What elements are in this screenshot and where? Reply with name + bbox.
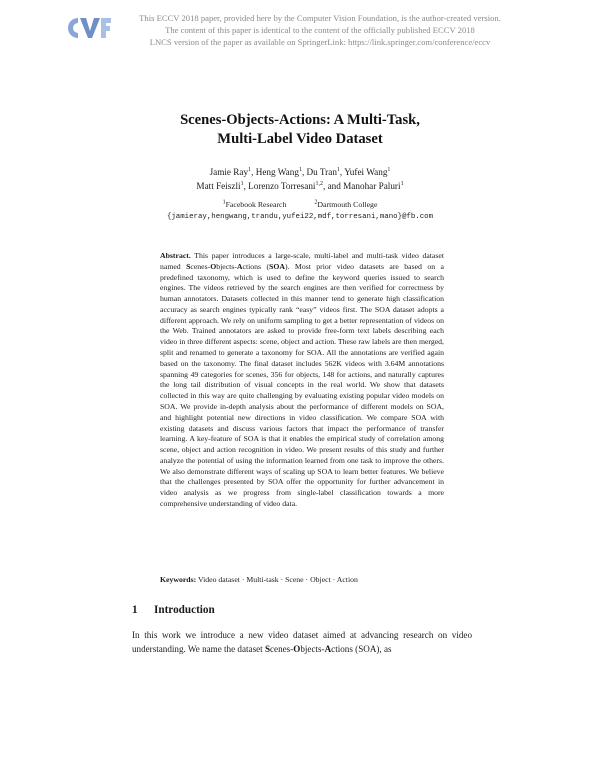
author-sup: 1 bbox=[248, 166, 252, 173]
banner-line: This ECCV 2018 paper, provided here by the Computer Vision Foundation, is the author-created version. bbox=[139, 13, 501, 23]
affiliation-sup: 2 bbox=[314, 199, 318, 206]
keywords-list: Video dataset · Multi-task · Scene · Object · Action bbox=[197, 575, 358, 584]
author-line: Jamie Ray$^1$, Heng Wang$^1$, Du Tran$^1$, Yufei Wang$^1$ bbox=[209, 166, 391, 177]
author-name: Lorenzo Torresani bbox=[248, 181, 316, 191]
section-title: Introduction bbox=[154, 604, 215, 616]
author-sup: 1 bbox=[240, 180, 244, 187]
abstract-text: This paper introduces a large-scale, multi-label and multi-task video dataset named bbox=[160, 251, 444, 271]
author-name: Yufei Wang bbox=[344, 167, 388, 177]
author-line: Matt Feiszli$^1$, Lorenzo Torresani$^{1,2}$, and Manohar Paluri$^1$ bbox=[196, 180, 404, 191]
author-list bbox=[100, 165, 500, 193]
author-sup: 1,2 bbox=[315, 180, 323, 187]
intro-text: In this work we introduce a new video dataset aimed at advancing research on video understanding. We name the dataset bbox=[132, 630, 472, 654]
affiliation-sup: 1 bbox=[222, 199, 226, 206]
affiliations bbox=[100, 199, 500, 223]
intro-paragraph bbox=[132, 628, 472, 656]
dataset-name: Scenes-Objects-Actions bbox=[186, 261, 262, 271]
author-sup: 1 bbox=[298, 166, 302, 173]
dataset-acronym: SOA bbox=[269, 261, 285, 271]
author-emails: {jamieray,hengwang,trandu,yufei22,mdf,torresani,mano}@fb.com bbox=[166, 213, 434, 221]
copyright-banner bbox=[110, 12, 530, 48]
section-number: 1 bbox=[132, 604, 138, 616]
author-name: Jamie Ray bbox=[209, 167, 249, 177]
dataset-name: Scenes-Objects-Actions bbox=[264, 644, 353, 654]
keywords bbox=[160, 574, 444, 585]
abstract-label: Abstract. bbox=[160, 251, 191, 260]
author-conjunction: and bbox=[327, 181, 341, 191]
affiliation-name: Facebook Research bbox=[225, 200, 287, 209]
keywords-label: Keywords: bbox=[160, 575, 197, 584]
author-sup: 1 bbox=[336, 166, 340, 173]
banner-line: The content of this paper is identical to the content of the officially published ECCV 2018 bbox=[165, 25, 475, 35]
abstract-text: ( bbox=[261, 261, 270, 271]
title-line: Multi-Label Video Dataset bbox=[217, 130, 383, 147]
author-name: Manohar Paluri bbox=[343, 181, 401, 191]
cvf-logo-v-shape bbox=[80, 18, 100, 38]
author-sup: 1 bbox=[400, 180, 404, 187]
paper-title bbox=[100, 111, 500, 148]
cvf-logo-text: CVF bbox=[89, 41, 91, 42]
author-name: Du Tran bbox=[306, 167, 337, 177]
abstract-text: ). Most prior video datasets are based on a predefined taxonomy, which is used to define the keyword queries issued to search engines. The videos retrieved by the search engines are then verified for correctness by human annotators. Datasets collected in this manner tend to generate high classification accuracy as search engines typically rank “easy” videos first. The SOA dataset adopts a different approach. We rely on uniform sampling to get a better representation of videos on the Web. Trained annotators are asked to provide free-form text labels describing each video in three different aspects: scene, object and action. These raw labels are then merged, split and renamed to generate a taxonomy for SOA. All the annotations are verified again based on the taxonomy. The final dataset includes 562K videos with 3.64M annotations spanning 49 categories for scenes, 356 for objects, 148 for actions, and naturally captures the long tail distribution of visual concepts in the real world. We show that datasets collected in this way are quite challenging by evaluating existing popular video models on SOA. We provide in-depth analysis about the performance of different models on SOA, and highlight potential new directions in video classification. We compare SOA with existing datasets and discuss various factors that impact the performance of transfer learning. A key-feature of SOA is that it enables the empirical study of correlation among scene, object and action recognition in video. We present results of this study and further analyze the potential of using the information learned from one task to improve the others. We also demonstrate different ways of scaling up SOA to learn better features. We believe that the challenges presented by SOA offer the opportunity for further advancement in video analysis as we progress from single-label classification towards a more comprehensive understanding of video data. bbox=[160, 261, 444, 508]
title-line: Scenes-Objects-Actions: A Multi-Task, bbox=[180, 112, 420, 128]
author-sup: 1 bbox=[387, 166, 391, 173]
section-heading bbox=[132, 603, 472, 617]
author-name: Matt Feiszli bbox=[196, 181, 241, 191]
author-name: Heng Wang bbox=[255, 167, 299, 177]
intro-text: (SOA), as bbox=[352, 644, 392, 654]
banner-line: LNCS version of the paper as available on SpringerLink: https://link.springer.com/conference/eccv bbox=[149, 37, 491, 47]
cvf-logo-c-shape bbox=[68, 18, 78, 38]
affiliation-line bbox=[100, 199, 500, 211]
abstract bbox=[160, 251, 444, 510]
affiliation-name: Dartmouth College bbox=[317, 200, 378, 209]
cvf-logo bbox=[66, 14, 112, 42]
